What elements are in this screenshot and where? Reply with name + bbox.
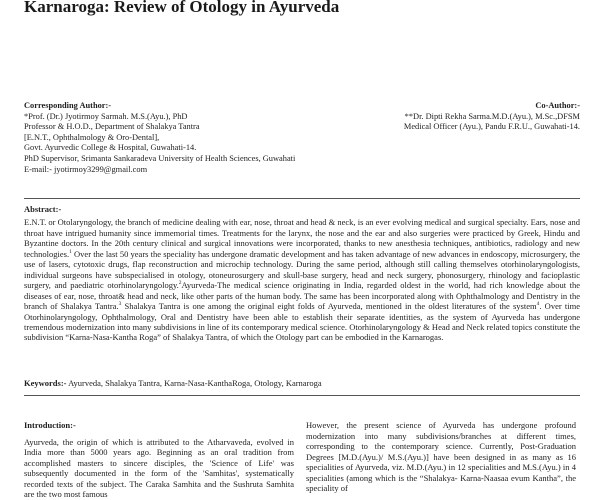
introduction-label: Introduction:- — [24, 420, 76, 430]
co-author-line: Medical Officer (Ayu.), Pandu F.R.U., Guwahati-14. — [403, 122, 580, 132]
corresponding-author-line: [E.N.T., Ophthalmology & Oro-Dental], — [24, 132, 160, 142]
corresponding-author-email: E-mail:- jyotirmoy3299@gmail.com — [24, 164, 148, 174]
co-author-line: **Dr. Dipti Rekha Sarma.M.D.(Ayu.), M.Sc.,DFSM — [404, 111, 580, 121]
corresponding-author-line: Govt. Ayurvedic College & Hospital, Guwahati-14. — [24, 143, 197, 153]
introduction-left-column — [24, 420, 294, 500]
abstract-section — [24, 204, 580, 343]
divider-top — [24, 198, 580, 199]
corresponding-author-line: PhD Supervisor, Srimanta Sankaradeva University of Health Sciences, Guwahati — [24, 153, 296, 163]
paper-title: Karnaroga: Review of Otology in Ayurveda — [24, 0, 340, 16]
introduction-text-left: Ayurveda, the origin of which is attributed to the Atharvaveda, evolved in India more than 5000 years ago. Beginning as an oral tradition from accomplished masters to sincere disciples, the 'Science of Life' was subsequently documented in the form of the 'Samhitas', systematically recorded texts of the subject. The Caraka Samhita and the Sushruta Samhita are the two most famous — [24, 436, 294, 499]
keywords-line — [24, 378, 580, 389]
co-author — [340, 101, 580, 133]
corresponding-author-line: Professor & H.O.D., Department of Shalakya Tantra — [24, 122, 200, 132]
abstract-text: E.N.T. or Otolaryngology, the branch of medicine dealing with ear, nose, throat and head & neck, is an ever evolving medical and surgical specialty. Ears, nose and throat have intrigued humanity since immemorial times. Treatments for the larynx, the nose and the ear and also surgeries were practiced by Greek, Hindu and Byzantine doctors. In the 20th century clinical and surgical innovations were incorporated, thanks to new anesthesia techniques, antibiotics, radiology and new technologies.$^1$ Over the last 50 years the speciality has undergone dramatic development and has taken advantage of new advances in endoscopy, microsurgery, the use of lasers, cytotoxic drugs, flap reconstruction and microchip technology. During the same period, although still calling themselves otorhinolaryngologists, individual surgeons have subspecialised in otology, otoneurosurgery and skull-base surgery, head and neck surgery, phonosurgery, rhinology and facioplastic surgery, and paediatric otorhinolaryngology.$^2$Ayurveda-The medical science originating in India, regarded oldest in the world, had rich knowledge about the diseases of ear, nose, throat& head and neck, like other parts of the human body. The same has been incorporated along with Ophthalmology and Dentistry in the branch of Shalakya Tantra.$^3$ Shalakya Tantra is one among the original eight folds of Ayurveda, mentioned in the oldest literatures of the system$^4$. Over time Otorhinolaryngology, Ophthalmology, Oral and Dentistry have been able to establish their separate identities, as the system of Ayurveda has undergone tremendous modernization into many subdivisions in line of its contemporary medical science. Otorhinolaryngology & Head and Neck related topics constitute the subdivision “Karna-Nasa-Kantha Roga” of Shalakya Tantra, of which the Otology part can be embodied in the Karnarogas. — [24, 217, 580, 343]
abstract-label: Abstract:- — [24, 204, 62, 214]
corresponding-author-label: Corresponding Author:- — [24, 101, 112, 110]
divider-bottom — [24, 395, 580, 396]
introduction-right-column — [306, 420, 576, 494]
keywords-text: Ayurveda, Shalakya Tantra, Karna-Nasa-KanthaRoga, Otology, Karnaroga — [66, 378, 322, 388]
introduction-text-right: However, the present science of Ayurveda has undergone profound modernization into many subdivisions/branches at different times, corresponding to the contemporary science. Currently, Post-Graduation Degrees [M.D.(Ayu.)/ M.S.(Ayu.)] have been designed in as many as 16 specialities of Ayurveda, viz. M.D.(Ayu.) in 12 specialities and M.S.(Ayu.) in 4 specialities (among which is the “Shalakya- Karna-Naasaa evum Kantha”, the speciality of — [306, 420, 576, 493]
corresponding-author — [24, 101, 364, 175]
keywords-label: Keywords:- — [24, 378, 67, 388]
co-author-label: Co-Author:- — [535, 101, 580, 110]
corresponding-author-line: *Prof. (Dr.) Jyotirmoy Sarmah. M.S.(Ayu.), PhD — [24, 111, 188, 121]
